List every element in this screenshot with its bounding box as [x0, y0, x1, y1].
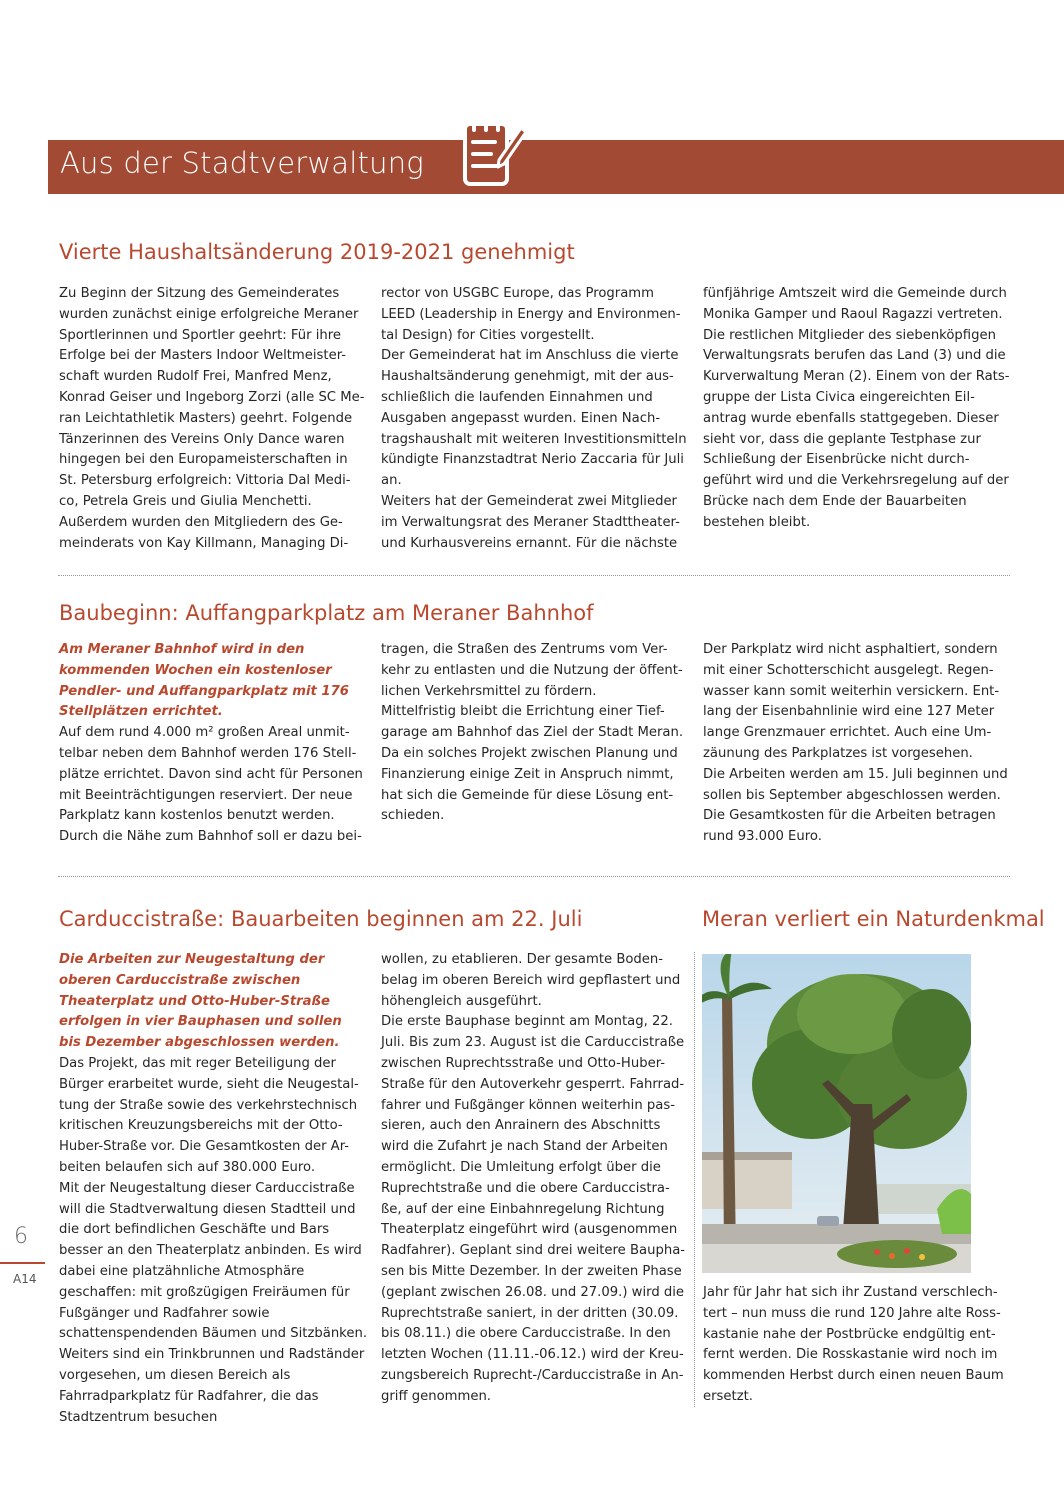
article3-col2-text: wollen, zu etablieren. Der gesamte Boden-belag im oberen Bereich wird gepflastert und höhengleich ausgeführt. Die erste Bauphase beginnt am Montag, 22. Juli. Bis zum 23. August ist die Carduccistraße zwischen Ruprechtsstraße und Otto-Huber-Straße für den Autoverkehr gesperrt. Fahrrad-fahrer und Fußgänger können weiterhin pas-sieren, auch den Anrainern des Abschnitts wird die Zufahrt je nach Stand der Arbeiten ermöglicht. Die Umleitung erfolgt über die Ruprechtstraße und die obere Carduccistra-ße, auf der eine Einbahnregelung Richtung Theaterplatz eingeführt wird (ausgenommen Radfahrer). Geplant sind drei weitere Baupha-sen bis Mitte Dezember. In der zweiten Phase (geplant zwischen 26.08. und 27.09.) wird die Ruprechtstraße saniert, in der dritten (30.09. bis 08.11.) die obere Carduccistraße. In den letzten Wochen (11.11.-06.12.) wird der Kreu-zungsbereich Ruprecht-/Carduccistraße in An-griff genommen. — [381, 952, 686, 1404]
article2-col3 — [703, 640, 1011, 848]
article4-text-col — [703, 1283, 1009, 1408]
separator — [58, 876, 1010, 877]
article2-lead: Am Meraner Bahnhof wird in den kommenden Wochen ein kostenloser Pendler- und Auffangparkplatz mit 176 Stellplätzen errichtet. — [59, 642, 349, 720]
article-title-carducci: Carduccistraße: Bauarbeiten beginnen am 22. Juli — [59, 907, 583, 931]
article2-col3-text: Der Parkplatz wird nicht asphaltiert, sondern mit einer Schotterschicht ausgelegt. Regen-wasser kann somit weiterhin versickern. Ent-lang der Eisenbahnlinie wird eine 127 Meter lange Grenzmauer errichtet. Auch eine Um-zäunung des Parkplatzes ist vorgesehen. Die Arbeiten werden am 15. Juli beginnen und sollen bis September abgeschlossen werden. Die Gesamtkosten für die Arbeiten betragen rund 93.000 Euro. — [703, 642, 1008, 845]
section-title: Aus der Stadtverwaltung — [60, 146, 424, 180]
article1-col3 — [703, 284, 1011, 534]
article1-col1-text: Zu Beginn der Sitzung des Gemeinderates wurden zunächst einige erfolgreiche Meraner Sportlerinnen und Sportler geehrt: Für ihre Erfolge bei der Masters Indoor Weltmeister-schaft wurden Rudolf Frei, Manfred Menz, Konrad Geiser und Ingeborg Zorzi (alle SC Me-ran Leichtathletik Masters) geehrt. Folgende Tänzerinnen des Vereins Only Dance waren hingegen bei den Europameisterschaften in St. Petersburg erfolgreich: Vittoria Dal Medi-co, Petrela Greis und Giulia Menchetti. Außerdem wurden den Mitgliedern des Ge-meinderats von Kay Killmann, Managing Di- — [59, 286, 365, 551]
chestnut-tree-photo — [702, 954, 971, 1273]
article2-col2-text: tragen, die Straßen des Zentrums vom Ver-kehr zu entlasten und die Nutzung der öffent-lichen Verkehrsmittel zu fördern. Mittelfristig bleibt die Errichtung einer Tief-garage am Bahnhof das Ziel der Stadt Meran. Da ein solches Projekt zwischen Planung und Finanzierung einige Zeit in Anspruch nimmt, hat sich die Gemeinde für diese Lösung ent-schieden. — [381, 642, 684, 824]
article1-col1 — [59, 284, 367, 554]
article4-text: Jahr für Jahr hat sich ihr Zustand verschlech-tert – nun muss die rund 120 Jahre alte Ross-kastanie nahe der Postbrücke endgültig ent-fernt werden. Die Rosskastanie wird noch im kommenden Herbst durch einen neuen Baum ersetzt. — [703, 1285, 1004, 1404]
article1-col2-text: rector von USGBC Europe, das Programm LEED (Leadership in Energy and Environmen-tal Design) for Cities vorgestellt. Der Gemeinderat hat im Anschluss die vierte Haushaltsänderung genehmigt, mit der aus-schließlich die laufenden Einnahmen und Ausgaben angepasst wurden. Einen Nach-tragshaushalt mit weiteren Investitionsmitteln kündigte Finanzstadtrat Nerio Zaccaria für Juli an. Weiters hat der Gemeinderat zwei Mitglieder im Verwaltungsrat des Meraner Stadttheater-und Kurhausvereins ernannt. Für die nächste — [381, 286, 687, 551]
section-banner — [48, 140, 1064, 194]
article1-col2 — [381, 284, 689, 554]
article2-col1-text: Auf dem rund 4.000 m² großen Areal unmit-telbar neben dem Bahnhof werden 176 Stell-plätze errichtet. Davon sind acht für Personen mit Beeinträchtigungen reserviert. Der neue Parkplatz kann kostenlos benutzt werden. Durch die Nähe zum Bahnhof soll er dazu bei- — [59, 725, 363, 845]
article2-col1 — [59, 640, 367, 848]
article-title-haushalt: Vierte Haushaltsänderung 2019-2021 genehmigt — [59, 240, 575, 264]
article3-lead: Die Arbeiten zur Neugestaltung der oberen Carduccistraße zwischen Theaterplatz und Otto-Huber-Straße erfolgen in vier Bauphasen und sollen bis Dezember abgeschlossen werden. — [59, 952, 342, 1051]
article1-col3-text: fünfjährige Amtszeit wird die Gemeinde durch Monika Gamper und Raoul Ragazzi vertreten. Die restlichen Mitglieder des siebenköpfigen Verwaltungsrats berufen das Land (3) und die Kurverwaltung Meran (2). Einem von der Rats-gruppe der Lista Civica eingereichten Eil-antrag wurde ebenfalls stattgegeben. Dieser sieht vor, dass die geplante Testphase zur Schließung der Eisenbrücke nicht durch-geführt wird und die Verkehrsregelung auf der Brücke nach dem Ende der Bauarbeiten bestehen bleibt. — [703, 286, 1010, 530]
article-title-naturdenkmal: Meran verliert ein Naturdenkmal — [702, 907, 1045, 931]
page-marker-line — [0, 1262, 45, 1264]
page-code: A14 — [13, 1272, 37, 1286]
column-divider — [694, 952, 695, 1407]
article2-col2 — [381, 640, 689, 827]
separator — [58, 575, 1010, 576]
notepad-pencil-icon — [459, 110, 529, 194]
article3-col1 — [59, 950, 367, 1428]
article3-col1-text: Das Projekt, das mit reger Beteiligung der Bürger erarbeitet wurde, sieht die Neugestal-tung der Straße sowie des verkehrstechnisch kritischen Kreuzungsbereichs mit der Otto-Huber-Straße vor. Die Gesamtkosten der Ar-beiten belaufen sich auf 380.000 Euro. Mit der Neugestaltung dieser Carduccistraße will die Stadtverwaltung diesen Stadtteil und die dort befindlichen Geschäfte und Bars besser an den Theaterplatz anbinden. Es wird dabei eine platzähnliche Atmosphäre geschaffen: mit großzügigen Freiräumen für Fußgänger und Radfahrer sowie schattenspendenden Bäumen und Sitzbänken. Weiters sind ein Trinkbrunnen und Radständer vorgesehen, um diesen Bereich als Fahrradparkplatz für Radfahrer, die das Stadtzentrum besuchen — [59, 1055, 368, 1425]
article-title-parkplatz: Baubeginn: Auffangparkplatz am Meraner Bahnhof — [59, 601, 594, 625]
page-number: 6 — [14, 1224, 28, 1249]
article3-col2 — [381, 950, 689, 1408]
